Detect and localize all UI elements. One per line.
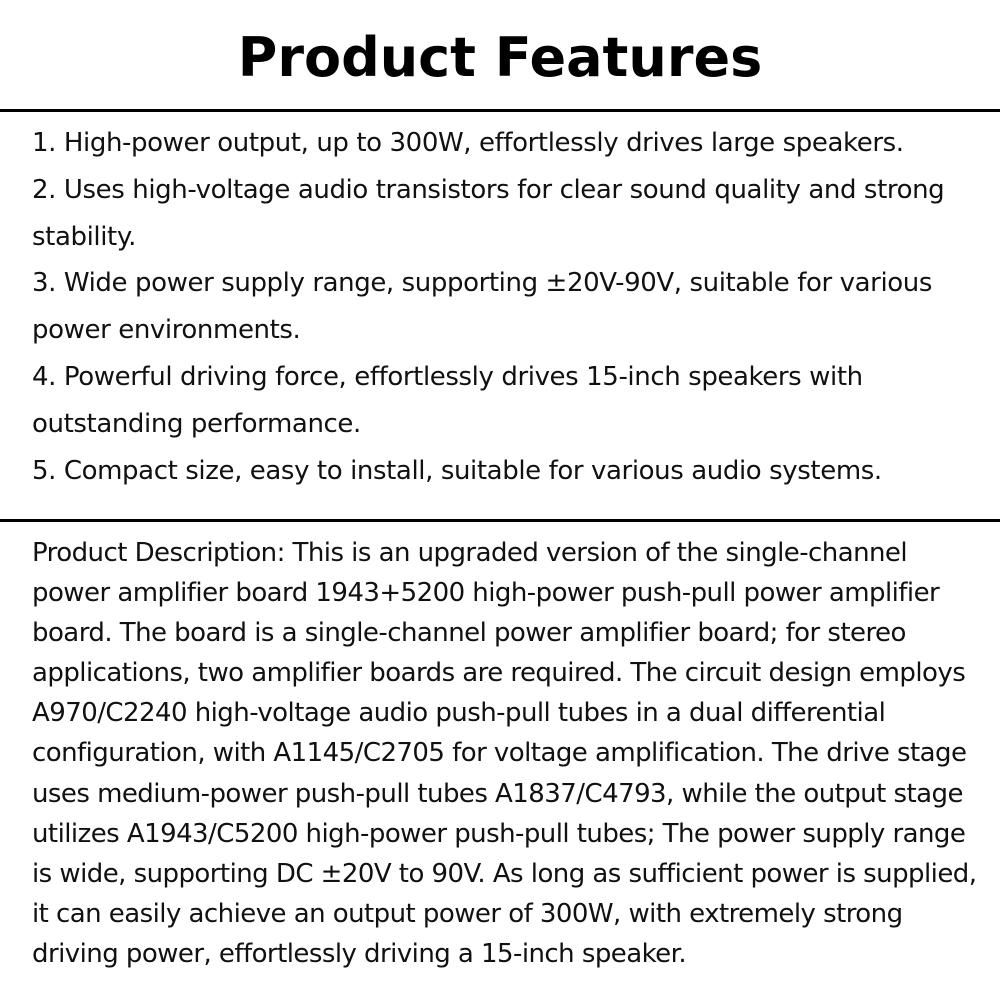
feature-item-4: 4. Powerful driving force, effortlessly drives 15-inch speakers with outstanding performance.: [32, 361, 863, 439]
section-divider: [0, 519, 1000, 522]
feature-item-1: 1. High-power output, up to 300W, effortlessly drives large speakers.: [32, 128, 904, 158]
feature-list: [32, 120, 972, 494]
feature-item-5: 5. Compact size, easy to install, suitable for various audio systems.: [32, 455, 882, 486]
feature-item-3: 3. Wide power supply range, supporting ±20V-90V, suitable for various power environments.: [32, 268, 933, 346]
product-description: Product Description: This is an upgraded version of the single-channel power amplifier board 1943+5200 high-power push-pull power amplifier board. The board is a single-channel power amplifier board; for stereo applications, two amplifier boards are required. The circuit design employs A970/C2240 high-voltage audio push-pull tubes in a dual differential configuration, with A1145/C2705 for voltage amplification. The drive stage uses medium-power push-pull tubes A1837/C4793, while the output stage utilizes A1943/C5200 high-power push-pull tubes; The power supply range is wide, supporting DC ±20V to 90V. As long as sufficient power is supplied, it can easily achieve an output power of 300W, with extremely strong driving power, effortlessly driving a 15-inch speaker.: [32, 538, 977, 969]
page-title: Product Features: [237, 26, 763, 89]
feature-item-2: 2. Uses high-voltage audio transistors for clear sound quality and strong stability.: [32, 174, 945, 252]
top-divider: [0, 109, 1000, 112]
